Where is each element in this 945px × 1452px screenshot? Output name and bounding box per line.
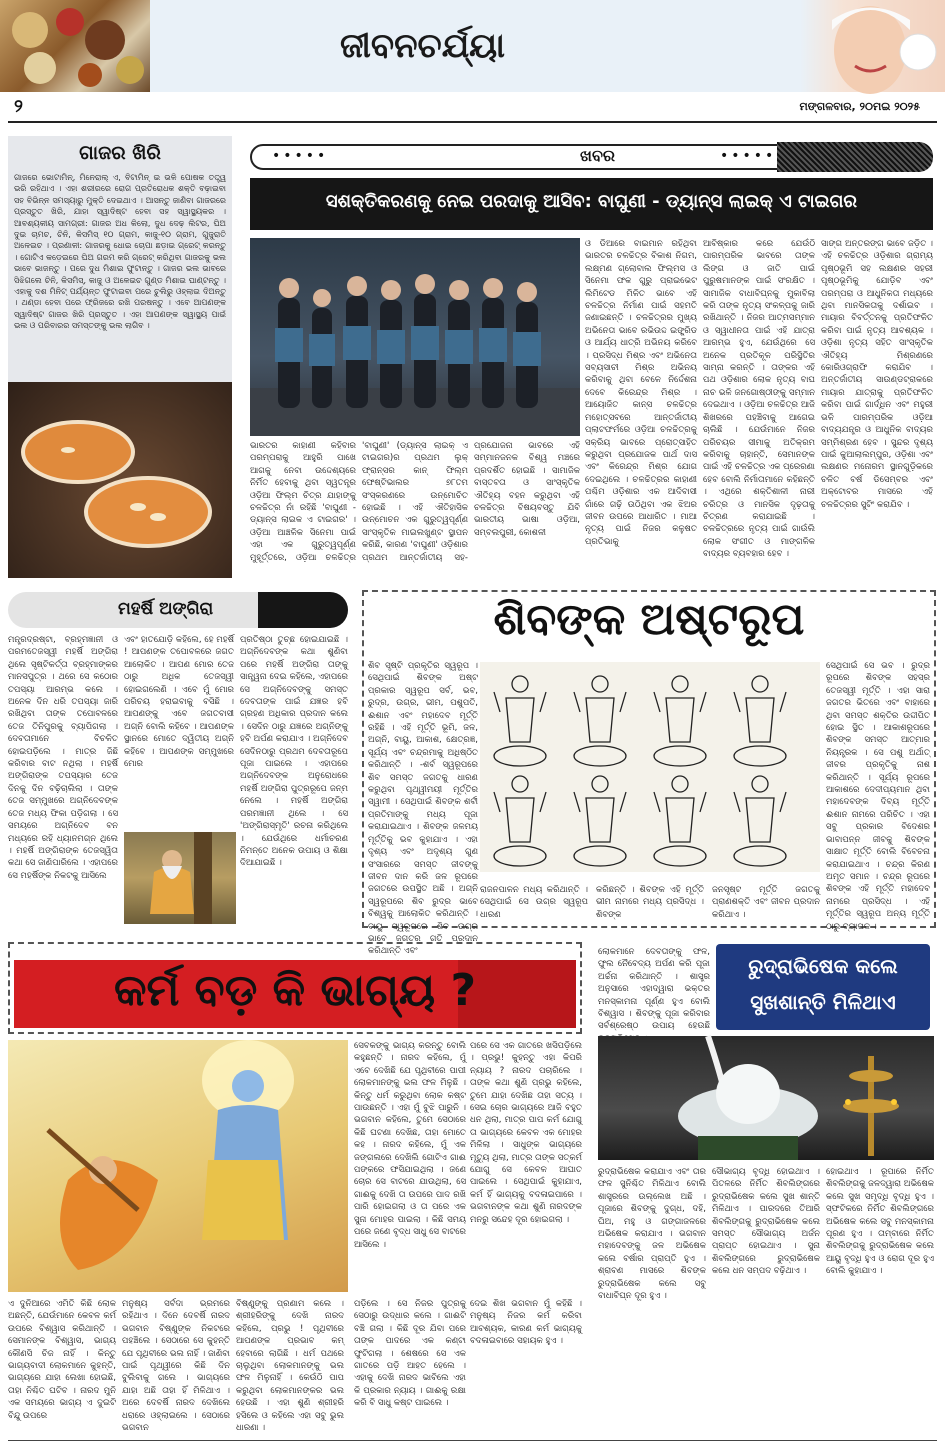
rudra-title-line1: ରୁଦ୍ରାଭିଷେକ କଲେ (748, 954, 898, 978)
cannes-launch-photo (250, 238, 580, 436)
shiva-eight-forms-illustration (480, 662, 820, 872)
karma-body-col-a: ସେବକଙ୍କୁ ଭାଗ୍ୟ କରନ୍ତୁ ବୋଲି କହୁଛନ୍ତି । ନାରଦ କହିଲେ, ମୁଁ ଏବେ ଦେଖିଛି ଯେ ପୃଥିବୀରେ ପାପୀ ଲୋକମାନଙ୍କୁ ଭଲ ଫଳ ମିଳୁଛି । କିନ୍ତୁ ଧର୍ମ କରୁଥିବା ଲୋକ କଷ୍ଟ ପାଉଛନ୍ତି । ଏହା ମୁଁ ବୁଝି ପାରୁନି । ଭଗବାନ କହିଲେ, ତୁମେ ସେଠାରେ କିଛି ଘଟଣା ଦେଖିଛ, ତାହା ମୋତେ କହ । ନାରଦ କହିଲେ, ମୁଁ ଏକ ଜଙ୍ଗଲରେ ଦେଖିଲି ଗୋଟିଏ ଗାଈ ପଙ୍କରେ ଫସିଯାଇଥିଲା । ଜଣେ ଚୋର ସେ ବାଟରେ ଯାଉଥିଲା, ସେ ଗାଈକୁ ଦେଖି ତା ଉପରେ ପାଦ ରଖି ପାରି ହୋଇଗଲା ଓ ତା ପରେ ଏକ ସୁନା ମୋହର ପାଇଲା । କିଛି ସମୟ ପରେ ଜଣେ ବୃଦ୍ଧ ସାଧୁ ସେ ବାଟରେ ଆସିଲେ । (354, 1041, 466, 1250)
news-tag-dots-right: ••••• (720, 148, 777, 164)
masthead (0, 0, 945, 92)
rudra-intro: ଲୋକମାନେ ଦେବତାଙ୍କୁ ଫଳ, ଫୁଲ ନୈବେଦ୍ୟ ଅର୍ପଣ କରି ପୂଜା ଅର୍ଚ୍ଚନା କରିଥାନ୍ତି । ଶାସ୍ତ୍ର ଅନୁସାରେ ଏହାଦ୍ୱାରା ଭକ୍ତର ମନସ୍କାମନା ପୂର୍ଣ୍ଣ ହୁଏ ବୋଲି ବିଶ୍ୱାସ । ଶିବଙ୍କୁ ପୂଜା କରିବାର ସର୍ବଶ୍ରେଷ୍ଠ ଉପାୟ ହେଉଛି (598, 947, 710, 1032)
karma-foot-col-d: ପଡ଼ିଲେ । ସେ ନିଜର ପୁତ୍ରକୁ ସେଠାରୁ ଉଦ୍ଧାର କଲେ । ଗାଈଟି ବଞ୍ଚି ଗଲା । କିଛି ଦୂର ଯିବା ପରେ ତାଙ୍କ ପାଦରେ ଏକ କଣ୍ଟା ଫୁଟିଗଲା । ଶେଷରେ ସେ ଏକ ଗାତରେ ପଡ଼ି ଆହତ ହେଲେ । ଏହାକୁ ଦେଖି ନାରଦ ଭାବିଲେ ଏହା କି ପ୍ରକାର ନ୍ୟାୟ । ଗାଈକୁ ରକ୍ଷା କରି ବି ସାଧୁ କଷ୍ଟ ପାଇଲେ । (354, 1299, 466, 1409)
shiva-caption-c: ଜନସୃଷ୍ଟ ମୂର୍ତ୍ତି ଜଗତକୁ ପ୍ରାଣଶକ୍ତି ଏବଂ ଜୀବନ ପ୍ରଦାନ କରିଥାଏ । (712, 885, 820, 920)
karma-title-banner (14, 960, 576, 1028)
rudra-body-col-a: ରୁଦ୍ରାଭିଷେକ କରାଯାଏ ଏବଂ ତାର ଫଳ ସୁନିଶ୍ଚିତ ମିଳିଥାଏ ବୋଲି ଶାସ୍ତ୍ରରେ ଉଲ୍ଲେଖ ଅଛି । ପୂଜାରେ ଶିବଙ୍କୁ ଦୁଗ୍ଧ, ଦହି, ଘିଅ, ମହୁ ଓ ଗଙ୍ଗାଜଳରେ ଅଭିଷେକ କରାଯାଏ । ଭଗବାନ ମହାଦେବଙ୍କୁ ଜଳ ଅଭିଷେକ କଲେ ବର୍ଷାର ପ୍ରାପ୍ତି ହୁଏ । ଶ୍ରାବଣ ମାସରେ ଶିବଙ୍କ ରୁଦ୍ରାଭିଷେକ କଲେ ସବୁ ବାଧାବିଘ୍ନ ଦୂର ହୁଏ । (598, 1167, 706, 1302)
rudra-title-line2: ସୁଖଶାନ୍ତି ମିଳିଥାଏ (750, 990, 896, 1014)
angira-body-col-a: ମନ୍ତ୍ରଦ୍ରଷ୍ଟା, ବ୍ରହ୍ମଜ୍ଞାନୀ ଓ ପରମତେଜସ୍ୱୀ ମହର୍ଷି ଅଙ୍ଗିରା ଥିଲେ ସୃଷ୍ଟିକର୍ତ୍ତା ବ୍ରହ୍ମାଙ୍କର ମାନସପୁତ୍ର । ଥରେ ସେ କଠୋର ତପସ୍ୟା ଆରମ୍ଭ କଲେ । ଅନେକ ଦିନ ଧରି ତପସ୍ୟା ଜାରି ରଖିଥିବା ତାଙ୍କ ତପୋବଳରେ ତେଜ ତିନିପୁରକୁ ବ୍ୟାପିଗଲା । ଦେବତାମାନେ ବିଚଳିତ ହୋଇପଡ଼ିଲେ । ମାତ୍ର ଜିଛି କରିବାର ବାଟ ନଥିଲା । ମହର୍ଷି ଅଙ୍ଗିରାଙ୍କ ତପସ୍ୟାର ତେଜ ଦିନକୁ ଦିନ ବଢ଼ିଚାଲିଲା । ତାଙ୍କ ତେଜ ସମ୍ମୁଖରେ ଅଗ୍ନିଦେବଙ୍କ ତେଜ ମଧ୍ୟ ଫିକା ପଡ଼ିଗଲା । ସେ ସମୟରେ ଅଗ୍ନିଦେବ ବନ ମଧ୍ୟରେ ରହି ଧ୍ୟାନମଗ୍ନ ଥିଲେ । ମହର୍ଷି ଅଙ୍ଗିରାଙ୍କ ତେଜସ୍ୱିତା କଥା ସେ ଜାଣିପାରିଲେ । ଏହାପରେ ସେ ମହର୍ଷିଙ୍କ ନିକଟକୁ ଆସିଲେ (8, 635, 118, 881)
karma-foot-col-a: ଏ ଦୁନିଆରେ ଏମିତି କିଛି ଲୋକ ଅଛନ୍ତି, ଯେଉଁମାନେ କେବଳ କର୍ମ ଉପରେ ବିଶ୍ୱାସ କରିଥାନ୍ତି । ସେମାନଙ୍କ ବିଶ୍ୱାସ, ଭାଗ୍ୟ କୌଣସି ଚିଜ ନାହିଁ । କିନ୍ତୁ ଭାଗ୍ୟବାଦୀ ଲୋକମାନେ କୁହନ୍ତି, ଭାଗ୍ୟରେ ଯାହା ଲେଖା ହୋଇଛି, ତାହା ନିଶ୍ଚିତ ଘଟିବ । ନାରଦ ମୁନି ଏକ ସମୟରେ ଭାଗ୍ୟ ଏ ଦୁଇଟି ବିନ୍ଦୁ ଉପରେ (8, 1299, 116, 1421)
angira-body-col-b: ଏବଂ ହାତଯୋଡ଼ି କହିଲେ, ହେ ମହର୍ଷି ! ଆପଣଙ୍କ ତପୋବଳରେ ଜଗତ ଆଲୋକିତ । ଆପଣ ମୋର ତେଜ ଠାରୁ ଅଧିକ ତେଜସ୍ୱୀ ହୋଇଗଲେଣି । ଏବେ ମୁଁ ମୋର ପରିଚୟ ହରାଇବାକୁ ବସିଛି । ଆପଣଙ୍କୁ ଏବେ ଜଗତବାସୀ ଅଗ୍ନି ବୋଲି କହିବେ । ଆପଣଙ୍କ ସ୍ଥାନରେ ମୋତେ ଦ୍ୱିତୀୟ ଅଗ୍ନି କହିବେ । ଆପଣଙ୍କ ସମ୍ମୁଖରେ ମୋର (124, 635, 234, 770)
rudra-title-box (716, 944, 930, 1030)
sage-painting (124, 832, 236, 924)
news-headline: ସଶକ୍ତିକରଣକୁ ନେଇ ପରଦାକୁ ଆସିବ: ବାଘୁଣୀ - ଡ୍ୟାନ୍ସ ଲାଇକ୍ ଏ ଟାଇଗର (325, 191, 858, 212)
shivalinga-abhishek-photo (598, 1036, 934, 1160)
karma-foot-col-e: ଦେଇ ଶିଖ ଭଗବାନ ମୁଁ କହିଛି । ମନୁଷ୍ୟ ନିଜର କର୍ମ କରିବା ଆବଶ୍ୟକ, କାରଣ କର୍ମ ଭାଗ୍ୟକୁ ବଦଳାଇବାରେ ସହାୟକ ହୁଏ । (470, 1299, 582, 1347)
shiva-body-col-b: ସେଥିପାଇଁ ସେ ଭବ । ରୁଦ୍ର ରୂପରେ ଶିବଙ୍କ ସହସ୍ର ତେଜସ୍ୱୀ ମୂର୍ତ୍ତି । ଏହା ସାରା ଜଗତର ଭିତରେ ଏବଂ ବାହାରେ ଥିବା ସମସ୍ତ ଶକ୍ତିର ଉଦ୍ଦୀପିତ ହୋଇ ସ୍ଥିତ । ଆକାଶରୂପରେ ଶିବଙ୍କ ସମସ୍ତ ଆତ୍ମାର ନିୟନ୍ତ୍ରକ । ସେ ପଶୁ ଅର୍ଥାତ୍ ଜୀବର ପ୍ରକୃତିକୁ ନାଶ କରିଥାନ୍ତି । ସୂର୍ଯ୍ୟ ରୂପରେ ଆକାଶରେ ଦେଦୀପ୍ୟମାନ ଥିବା ମହାଦେବଙ୍କ ଦିବ୍ୟ ମୂର୍ତ୍ତି ଈଶାନ ନାମରେ ପରିଚିତ । ଏହା ସବୁ ପ୍ରକାର ବିଦେଶର ଭାବାପନ୍ନ ଜୀବକୁ ଶିବଙ୍କ ସାକ୍ଷାତ ମୂର୍ତ୍ତି ବୋଲି ବିବେଚନା କରାଯାଇଥାଏ । ଚନ୍ଦ୍ର କିରଣ ଅମୃତ ସମାନ । ଚନ୍ଦ୍ର ରୂପରେ ଶିବଙ୍କ ଏହି ମୂର୍ତ୍ତି ମହାଦେବ ନାମରେ ପ୍ରସିଦ୍ଧ । ଏହି ମୂର୍ତ୍ତିର ସ୍ୱରୂପ ଅନ୍ୟ ମୂର୍ତ୍ତି ଠାରୁ ବ୍ୟାପକ । (826, 661, 930, 932)
woman-face-photo (800, 0, 945, 92)
spices-photo (0, 0, 150, 92)
shiva-title: ଶିବଙ୍କ ଅଷ୍ଟରୂପ (493, 594, 805, 645)
news-tag-bar (250, 140, 933, 176)
shiva-body-col-a: ଶିବ ସୃଷ୍ଟି ପ୍ରକୃତିର ସ୍ୱରୂପ । ସେଥିପାଇଁ ଶିବଙ୍କ ଅଷ୍ଟ ପ୍ରକାର ସ୍ୱରୂପ ସର୍ବ, ଭବ, ରୁଦ୍ର, ଉଗ୍ର, ଭୀମ, ପଶୁପତି, ଈଶାନ ଏବଂ ମହାଦେବ ମୂର୍ତ୍ତି ରହିଛି । ଏହି ମୂର୍ତ୍ତି ଭୂମି, ଜଳ, ଅଗ୍ନି, ବାୟୁ, ଆକାଶ, କ୍ଷେତ୍ରଜ୍ଞ, ସୂର୍ଯ୍ୟ ଏବଂ ଚନ୍ଦ୍ରମାକୁ ଅଧିଷ୍ଠିତ କରିଥାନ୍ତି । -ଶର୍ବ ସ୍ୱରୂପରେ ଶିବ ସମସ୍ତ ଜଗତକୁ ଧାରଣ କରୁଥିବା ପୃଥ୍ୱୀମୟୀ ମୂର୍ତ୍ତିର ସ୍ୱାମୀ । ସେଥିପାଇଁ ଶିବଙ୍କ ଶର୍ବୀ ପ୍ରତିମାଙ୍କୁ ମଧ୍ୟ ପୂଜା କରାଯାଇଥାଏ । ଶିବଙ୍କ ଜଳମୟ ମୂର୍ତ୍ତିକୁ ଭବ କୁହାଯାଏ । ଏହା ଦୃଶ୍ୟ ଏବଂ ଅଦୃଶ୍ୟ ଗୁଣ ସଂସାରରେ ସମସ୍ତ ଜୀବଙ୍କୁ ଜୀବନ ଦାନ କରି ଜଳ ରୂପରେ ଜଗତରେ ଉପସ୍ଥିତ ଅଛି । ଅଗ୍ନି ସ୍ୱରୂପରେ ଶିବ ରୁଦ୍ର ଭାବେ ବିଶ୍ୱକୁ ଆଲୋକିତ କରିଥାନ୍ତି । ବାୟୁ ସ୍ୱରୂପରେ ଶିବ ଉଗ୍ର ଭାବେ ଜଗତର ଗତି ପ୍ରଦାନ କରିଥାନ୍ତି ଏବଂ (368, 661, 478, 957)
kheer-photo (8, 382, 232, 578)
masthead-rule (8, 121, 937, 123)
angira-title-bar (8, 592, 348, 628)
karma-foot-col-b: ମନୁଷ୍ୟ ସର୍ବଦା ଭ୍ରମରେ ରହିଥାଏ । ଦିନେ ଦେବର୍ଷି ନାରଦ ଭଗବାନ ବିଷ୍ଣୁଙ୍କ ନିକଟରେ ପହଞ୍ଚିଲେ । ସେଠାରେ ସେ କୁହନ୍ତି ଯେ ପୃଥିବୀରେ ଭଲ ନାହିଁ । ଜାଣିବା ପାଇଁ ପୃଥ୍ୱୀରେ କିଛି ଦିନ ବୁଲିବାକୁ ଗଲେ । ଭାଗ୍ୟରେ ଯାହା ଅଛି ତାହା ହିଁ ମିଳିଥାଏ । ଅରେ ଦେବର୍ଷି ନାରଦ ଦେଖିଲେ ଧରାରେ ଓହ୍ଲାଇଲେ । ସେଠାରେ ଭଗବାନ (122, 1299, 230, 1434)
shiva-caption-b: କରିଛନ୍ତି । ଶିବଙ୍କ ଏହି ମୂର୍ତ୍ତି ଭୀମ ନାମରେ ମଧ୍ୟ ପ୍ରସିଦ୍ଧ । ଶିବଙ୍କ (596, 885, 704, 920)
karma-title: କର୍ମ ବଡ଼ କି ଭାଗ୍ୟ ? (113, 965, 477, 1016)
karma-body-col-b: ପରେ ସେ ଏକ ଗାତରେ ଖସିପଡ଼ିଲେ । ପ୍ରଭୁ! କୁହନ୍ତୁ ଏହା କିପରି ନ୍ୟାୟ ? ନାରଦ ପଚାରିଲେ । ତାଙ୍କ କଥା ଶୁଣି ପ୍ରଭୁ କହିଲେ, ତୁମେ ଯାହା ଦେଖିଛ ତାହା ସତ୍ୟ । ସେଇ ଚୋର ଭାଗ୍ୟରେ ଆଜି ବହୁତ ଧନ ଥିଲା, ମାତ୍ର ପାପ କର୍ମ ଯୋଗୁ ତା ଭାଗ୍ୟରେ କେବଳ ଏକ ମୋହର ମିଳିଲା । ସାଧୁଙ୍କ ଭାଗ୍ୟରେ ମୃତ୍ୟୁ ଥିଲା, ମାତ୍ର ତାଙ୍କ ସତ୍କର୍ମ ଯୋଗୁ ସେ କେବଳ ଆଘାତ ପାଇଲେ । ସେଥିପାଇଁ କୁହାଯାଏ, କର୍ମ ହିଁ ଭାଗ୍ୟକୁ ବଦଳାଇପାରେ । ଭଗବାନଙ୍କ କଥା ଶୁଣି ନାରଦଙ୍କ ମନରୁ ସନ୍ଦେହ ଦୂର ହୋଇଗଲା । (470, 1041, 582, 1225)
news-tag: ଖବର (580, 146, 616, 165)
issue-date: ମଙ୍ଗଳବାର, ୨୦ମଇ ୨୦୨୫ (799, 100, 920, 113)
rudra-body-col-b: ସୌଭାଗ୍ୟ ବୃଦ୍ଧି ହୋଇଥାଏ । ପିତଳରେ ନିର୍ମିତ ଶିବଲିଙ୍ଗରେ ରୁଦ୍ରାଭିଷେକ କଲେ ସୁଖ ଶାନ୍ତି ମିଳିଥାଏ । ପାରଦରେ ତିଆରି ଶିବଲିଙ୍ଗକୁ ରୁଦ୍ରାଭିଷେକ କଲେ ସମସ୍ତ ସୌଭାଗ୍ୟ ଅର୍ଜନ ପ୍ରାପ୍ତ ହୋଇଥାଏ । ସୁନା ଶିବଲିଙ୍ଗରେ ରୁଦ୍ରାଭିଷେକ କଲେ ଧନ ସମ୍ପଦ ବଢ଼ିଥାଏ । (712, 1167, 820, 1277)
rudra-body-col-c: ହୋଇଥାଏ । ରୂପାରେ ନିର୍ମିତ ଶିବଲିଙ୍ଗକୁ ଜଳଦ୍ୱାରା ଅଭିଷେକ କଲେ ସୁଖ ସମୃଦ୍ଧି ବୃଦ୍ଧି ହୁଏ । ସ୍ଫଟିକରେ ନିର୍ମିତ ଶିବଲିଙ୍ଗରେ ଅଭିଷେକ କଲେ ସବୁ ମନସ୍କାମନା ପୂରଣ ହୁଏ । ତାମ୍ବାରେ ନିର୍ମିତ ଶିବଲିଙ୍ଗକୁ ରୁଦ୍ରାଭିଷେକ କଲେ ଆୟୁ ବୃଦ୍ଧି ହୁଏ ଓ ରୋଗ ଦୂର ହୁଏ ବୋଲି କୁହାଯାଏ । (826, 1167, 934, 1277)
news-headline-bar (250, 178, 933, 230)
news-body-col-b: ଓ ଡିଆରେ ବାଇମାନ ରହିଥିବା ଭାରତର ଚଳଚ୍ଚିତ୍ର ବିକାଶ ନିଗମ, ଲକ୍ଷ୍ମଣ ଗ୍ଲୋବାଲ ଫିଲ୍ମସ ଓ ସିନେମା ଫକ ଗୁରୁ ପ୍ରାଇଭେଟ ଲିମିଟେଡ ମିଳିତ ଭାବେ ଏହି ଚଳଚ୍ଚିତ୍ର ନିର୍ମାଣ ପାଇଁ ସହମତି ଜଣାଇଛନ୍ତି । ଚଳଚ୍ଚିତ୍ରର ମୁଖ୍ୟ ଅଭିନେତା ଭାବେ ରଭିଉଦ୍ଦ ଇଙ୍ଗ୍ରିଡ ଓ ଆର୍ଯ୍ୟ ଧାତ୍ରି ଅଭିନୟ କରିବେ । ପ୍ରସିଦ୍ଧ ମିଶ୍ର ଏବଂ ଅଭିନେତା ସବ୍ୟସାଚୀ ମିଶ୍ର ଅଭିନୟ କରିବାକୁ ଥିବା ବେଳେ ନିର୍ଦ୍ଦେଶନା ଦେବେ କିରେନ୍ଦ୍ର ମିଶ୍ର । ଆୟୋଜିତ କାନ୍ସ ଚଳଚ୍ଚିତ୍ର ମହୋତ୍ସବରେ ଆନ୍ତର୍ଜାତୀୟ ପ୍ଲାଟଫର୍ମରେ ଓଡ଼ିଆ ଚଳଚ୍ଚିତ୍ରକୁ ସକ୍ରିୟ ଭାବରେ ପ୍ରୋତ୍ସାହିତ କରୁଥିବା ପ୍ରଯୋଜକ ପାର୍ଥ ଦାସ ଏବଂ କିରେନ୍ଦ୍ର ମିଶ୍ର ଯୋଗ ଦେଇଥିଲେ । ଚଳଚ୍ଚିତ୍ରର କାହାଣୀ ପଶ୍ଚିମ ଓଡ଼ିଶାର ଏକ ଆଦିବାସୀ ଗାଁରେ ଗଢ଼ି ଉଠିଥିବା ଏକ ଝିଅର ଜୀବନ ଉପରେ ଆଧାରିତ । ମାଆ ନୃତ୍ୟ ପାଇଁ ନିଜର କଳୁଷତ ପ୍ରତିଭାକୁ (585, 239, 697, 547)
news-body-col-c: ଆବିଷ୍କାର କରେ ଯେଉଁଠି ପାରମ୍ପରିକ ଭାବରେ ତାଙ୍କ ଲିଙ୍ଗ ଓ ଜାତି ପାଇଁ ପୁରୁଷମାନଙ୍କ ପାଇଁ ସଂରକ୍ଷିତ । ସାମାଜିକ ବାଧାବିଘ୍ନକୁ ମୁକାବିଲା କରି ତାଙ୍କ ନୃତ୍ୟ ସଂକଳ୍ପକୁ ଜାରି ରଖିଥାନ୍ତି । ନିଜର ଆତ୍ମସମ୍ମାନ ଓ ସ୍ୱାଧୀନତା ପାଇଁ ଏହି ଯାତ୍ରା ଆରମ୍ଭ ହୁଏ, ଯେଉଁଥିରେ ସେ ଅନେକ ପ୍ରତିକୂଳ ପରିସ୍ଥିତିର ସାମ୍ନା କରନ୍ତି । ତାଙ୍କର ଏହି ପଥ ଓଡ଼ିଶାର ଲୋକ ନୃତ୍ୟ ବାଘ ନାଚ ଭଳି ଜନଗୋଷ୍ଠୀଙ୍କୁ ସମ୍ମାନ ଦେଇଥାଏ । ଓଡ଼ିଆ ଚଳଚ୍ଚିତ୍ର ଆଜି ଶିଖରରେ ପହଞ୍ଚିବାକୁ ଆଗେଇ ଚାଲିଛି । ଯେଉଁମାନେ ନିଜର ପରିଚୟର ସୀମାକୁ ଅତିକ୍ରମ କରିବାକୁ ଚାହାନ୍ତି, ସେମାନଙ୍କ ପାଇଁ ଏହି ଚଳଚ୍ଚିତ୍ର ଏକ ପ୍ରେରଣା ହେବ ବୋଲି ନିର୍ମାତାମାନେ କହିଛନ୍ତି । ଏଥିରେ ଶକ୍ତିଶାଳୀ ନାରୀ ଚରିତ୍ର ଓ ମାନସିକ ଦୃଢ଼ତାକୁ ଚିତ୍ରଣ କରାଯାଇଛି । ଚଳଚ୍ଚିତ୍ରରେ ନୃତ୍ୟ ପାଇଁ ଗାଉଁଲି ଲୋକ ସଂଗୀତ ଓ ମାଙ୍ଗଳିକ ବାଦ୍ୟର ବ୍ୟବହାର ହେବ । (703, 239, 815, 560)
footer-rule (8, 1440, 937, 1441)
recipe-title: ଗାଜର ଖିରି (79, 142, 161, 164)
news-body-col-a: ଭାରତର କାହାଣୀ କହିବାର ପରମ୍ପରାକୁ ଆହୁରି ପାଖେ ଆଗକୁ ନେବା ଉଦ୍ଦେଶ୍ୟରେ ନିର୍ମିତ ହେବାକୁ ଥିବା ସ୍ୱତନ୍ତ୍ର ଓଡ଼ିଆ ଫିଲ୍ମ ଚିତ୍ର ଯାହାଙ୍କୁ ଚଳଚ୍ଚିତ୍ର ନାଁ ରହିଛି 'ବାଘୁଣୀ - ଡ୍ୟାନ୍ସ ଲାଇକ ଏ ଟାଇଗର' । ଓଡ଼ିଆ ଆଞ୍ଚଳିକ ସିନେମା ପାଇଁ ଏହା ଏକ ଗୁରୁତ୍ୱପୂର୍ଣ୍ଣ ମୁହୂର୍ତ୍ତରେ, ଓଡ଼ିଆ ଚଳଚ୍ଚିତ୍ର 'ବାଘୁଣୀ' (ଡ୍ୟାନ୍ସ ଲାଇକ୍ ଏ ଟାଇଗର)ର ପ୍ରଥମ ଲୁକ୍ ଫ୍ରାନ୍ସର କାନ୍ ଫିଲ୍ମ ଫେଷ୍ଟିଭାଲର ୭୮ତମ ସଂସ୍କରଣରେ ଉନ୍ମୋଚିତ ହୋଇଛି । ଏହି ଐତିହାସିକ ଉନ୍ମୋଚନ ଏକ ଗୁରୁତ୍ୱପୂର୍ଣ୍ଣ ସାଂସ୍କୃତିକ ମାଇଲଖୁଣ୍ଟ ସ୍ଥାପନ କରିଛି, କାରଣ 'ବାଘୁଣୀ' ଓଡ଼ିଶାର ପ୍ରଥମ ଆନ୍ତର୍ଜାତୀୟ ସହ-ପ୍ରଯୋଜନା ଭାବରେ ଏହି ସମ୍ମାନଜନକ ବିଶ୍ୱ ମଞ୍ଚରେ ପ୍ରଦର୍ଶିତ ହୋଇଛି । ସାମାଜିକ ବାସ୍ତବତା ଓ ସାଂସ୍କୃତିକ ଐତିହ୍ୟ ବହନ କରୁଥିବା ଏହି ଚଳଚ୍ଚିତ୍ର ବିଷୟବସ୍ତୁ ଯିବି ଭାରତୀୟ ଭାଷା ଓଡ଼ିଆ, ସମ୍ବଲପୁରୀ, କୋଶଳୀ (250, 441, 580, 563)
news-tag-dots-left: ••••• (272, 148, 329, 164)
page-number: ୨ (14, 96, 23, 117)
angira-title: ମହର୍ଷି ଅଙ୍ଗିରା (118, 599, 214, 619)
recipe-body: ଗାଜରେ ଭୋଟାମିନ୍, ମିନେରାଲ୍ ଏ, ବିଟାମିନ୍ ଇ ଭଳି ପୋଷକ ତତ୍ତ୍ୱ ଭରି ରହିଥାଏ । ଏହା ଶରୀରରେ ରୋଗ ପ୍ରତିରୋଧକ ଶକ୍ତି ବଢ଼ାଇବା ସହ ବିଭିନ୍ନ ସମସ୍ୟାରୁ ମୁକ୍ତି ଦେଇଥାଏ । ଆସନ୍ତୁ ଜାଣିବା ଗାଜରରେ ପ୍ରସ୍ତୁତ ଖିରି, ଯାହା ସ୍ୱାଦିଷ୍ଟ ହେବା ସହ ସ୍ୱାସ୍ଥ୍ୟକର । ଆବଶ୍ୟକୀୟ ସାମଗ୍ରୀ: ଗାଜର ଅଧ କିଲୋ, ଦୁଧ ଦେଢ଼ ଲିଟର, ଘିଅ ଦୁଇ ଚାମଚ, ଚିନି, କିସମିସ୍ ୧୦ ଗ୍ରାମ, କାଜୁ-୧୦ ଗ୍ରାମ, ଗୁଜୁରାତି ଅଳେଇଚ । ପ୍ରଣାଳୀ: ଗାଜରକୁ ଧୋଇ ଚୋପା ଛଡ଼ାଇ ଗ୍ରେଟ୍ କରନ୍ତୁ । ଗୋଟିଏ କଡ଼େଇରେ ଘିଅ ଗରମ କରି ଗ୍ରେଟ୍ କରିଥିବା ଗାଜରକୁ ଭଲ ଭାବେ ଭାଜନ୍ତୁ । ପରେ ଦୁଧ ମିଶାଇ ଫୁଟାନ୍ତୁ । ଗାଜର ଭଲ ଭାବରେ ସିଝିଗଲେ ଚିନି, କିସମିସ୍, କାଜୁ ଓ ଅଳେଇଚ ଗୁଣ୍ଡ ମିଶାଇ ଘାଣ୍ଟନ୍ତୁ । ଏହାକୁ ଦଶ ମିନିଟ୍ ପର୍ଯ୍ୟନ୍ତ ଫୁଟାଇବା ପରେ ଚୁଲିରୁ ଓହ୍ଲାଇ ଦିଅନ୍ତୁ । ଥଣ୍ଡା ହେବା ପରେ ଫ୍ରିଜରେ ରଖି ପରଷନ୍ତୁ । ଏବେ ଆପଣଙ୍କ ସ୍ୱାଦିଷ୍ଟ ଗାଜର ଖିରି ପ୍ରସ୍ତୁତ । ଏହା ଆପଣଙ୍କ ସ୍ୱାସ୍ଥ୍ୟ ପାଇଁ ଭଲ ଓ ପରିବାରର ସମସ୍ତଙ୍କୁ ଭଲ ଲାଗିବ । (14, 173, 226, 331)
angira-body-col-c: ପ୍ରତିଷ୍ଠା ତୁଚ୍ଛ ହୋଇଯାଇଛି । ଅଗ୍ନିଦେବଙ୍କ କଥା ଶୁଣିବା ପରେ ମହର୍ଷି ଅଙ୍ଗିରା ତାଙ୍କୁ ସାନ୍ତ୍ୱନା ଦେଇ କହିଲେ, ଏହାପରେ ସେ ଅଗ୍ନିଦେବଙ୍କୁ ସମସ୍ତ ଦେବତାଙ୍କ ପାଇଁ ଯଜ୍ଞର ହବି ଗ୍ରହଣ ଅଧିକାର ପ୍ରଦାନ କଲେ । ସେଦିନ ଠାରୁ ଯଜ୍ଞରେ ଅଗ୍ନିଙ୍କୁ ହବି ଅର୍ପଣ କରାଯାଏ । ଅଗ୍ନିଦେବ ସେଦିନଠାରୁ ପ୍ରଥମ ଦେବତାରୂପେ ପୂଜା ପାଇଲେ । ଏହାପରେ ଅଗ୍ନିଦେବଙ୍କ ଅନୁରୋଧରେ ମହର୍ଷି ଅଙ୍ଗିରା ପୁତ୍ରରୂପେ ଜନ୍ମ ନେଲେ । ମହର୍ଷି ଅଙ୍ଗିରା ପରମଜ୍ଞାନୀ ଥିଲେ । ସେ 'ଅଙ୍ଗିରାସ୍ମୃତି' ରଚନା କରିଥିଲେ । ଯେଉଁଥିରେ ଧର୍ମାଚରଣ ନିମନ୍ତେ ଅନେକ ଉପାୟ ଓ ଶିକ୍ଷା ଦିଆଯାଇଛି । (240, 635, 348, 869)
news-body-col-d: ସାଙ୍ଗ ଅନ୍ତରଙ୍ଗ ଭାବେ ଜଡ଼ିତ । ଏହି ଚଳଚ୍ଚିତ୍ର ଓଡ଼ିଶାର ଗ୍ରାମ୍ୟ ପୃଷ୍ଠଭୂମି ସହ ଲକ୍ଷଣର ସହରୀ ପୃଷ୍ଠଭୂମିକୁ ଯୋଡ଼ିବ ଏବଂ ପରମ୍ପରା ଓ ଆଧୁନିକତା ମଧ୍ୟରେ ଥିବା ମାନସିକତାକୁ ଦର୍ଶାଇବ । ମାୟାର ବିବର୍ତ୍ତନକୁ ପ୍ରତିଫଳିତ କରିବା ପାଇଁ ନୃତ୍ୟ ଆବଶ୍ୟକ । ଓଡ଼ିଶା ନୃତ୍ୟ ସହିତ ସାଂସ୍କୃତିକ ଐତିହ୍ୟ ମିଶ୍ରଣରେ କୋରିଓଗ୍ରାଫି କରାଯିବ । ଅନ୍ତର୍ଜାତୀୟ ସାଉଣ୍ଡଟ୍ରାକରେ ମାୟାର ଯାତ୍ରାକୁ ପ୍ରତିଫଳିତ କରିବା ପାଇଁ ଗାର୍ଦ୍ଧିନ ଏବଂ ମହୁରୀ ଭଳି ପାରମ୍ପରିକ ଓଡ଼ିଆ ବାଦ୍ୟଯନ୍ତ୍ର ଓ ଆଧୁନିକ ବାଦ୍ୟର ସମ୍ମିଶ୍ରଣ ହେବ । ସୁନ୍ଦର ଦୃଶ୍ୟ ପାଇଁ କୁଆଲାଲମ୍ପୁର, ଓଡ଼ିଶା ଏବଂ ଲକ୍ଷଣର ମନୋରମ ସ୍ଥାନଗୁଡ଼ିକରେ ଚଳିତ ବର୍ଷ ଡିସେମ୍ବର ଏବଂ ଅକ୍ଟୋବର ମାସରେ ଏହି ଚଳଚ୍ଚିତ୍ରର ସୁଟିଂ କରାଯିବ । (821, 239, 933, 510)
masthead-title: ଜୀବନଚର୍ଯ୍ୟା (340, 26, 505, 66)
shiva-caption-a: ରାଜନପାଳନ ମଧ୍ୟ କରିଥାନ୍ତି । ସେଥିପାଇଁ ସେ ଉଗ୍ର ସ୍ୱରୂପ ଧାରଣ (480, 885, 588, 920)
karma-foot-col-c: ବିଷ୍ଣୁଙ୍କୁ ପ୍ରଣାମ କଲେ । ଶ୍ରୀହରିଙ୍କୁ ଦେଖି ନାରଦ କହିଲେ, ପ୍ରଭୁ ! ପୃଥିବୀରେ ଆପଣଙ୍କ ପ୍ରଭାବ କମ୍ ହେବାରେ ଲାଗିଛି । ଧର୍ମ ପଥରେ ଚାଲୁଥିବା ଲୋକମାନଙ୍କୁ ଭଲ ଫଳ ମିଳୁନାହିଁ । କେଉଁଠି ପାପ କରୁଥିବା ଲୋକମାନଙ୍କର ଭଲ ହେଉଛି । ଏହା ଶୁଣି ଶ୍ରୀହରି ହସିଲେ ଓ କହିଲେ ଏହା ସବୁ ଭୁଲ ଧାରଣା । (236, 1299, 344, 1434)
vishnu-narada-painting (8, 1040, 348, 1292)
